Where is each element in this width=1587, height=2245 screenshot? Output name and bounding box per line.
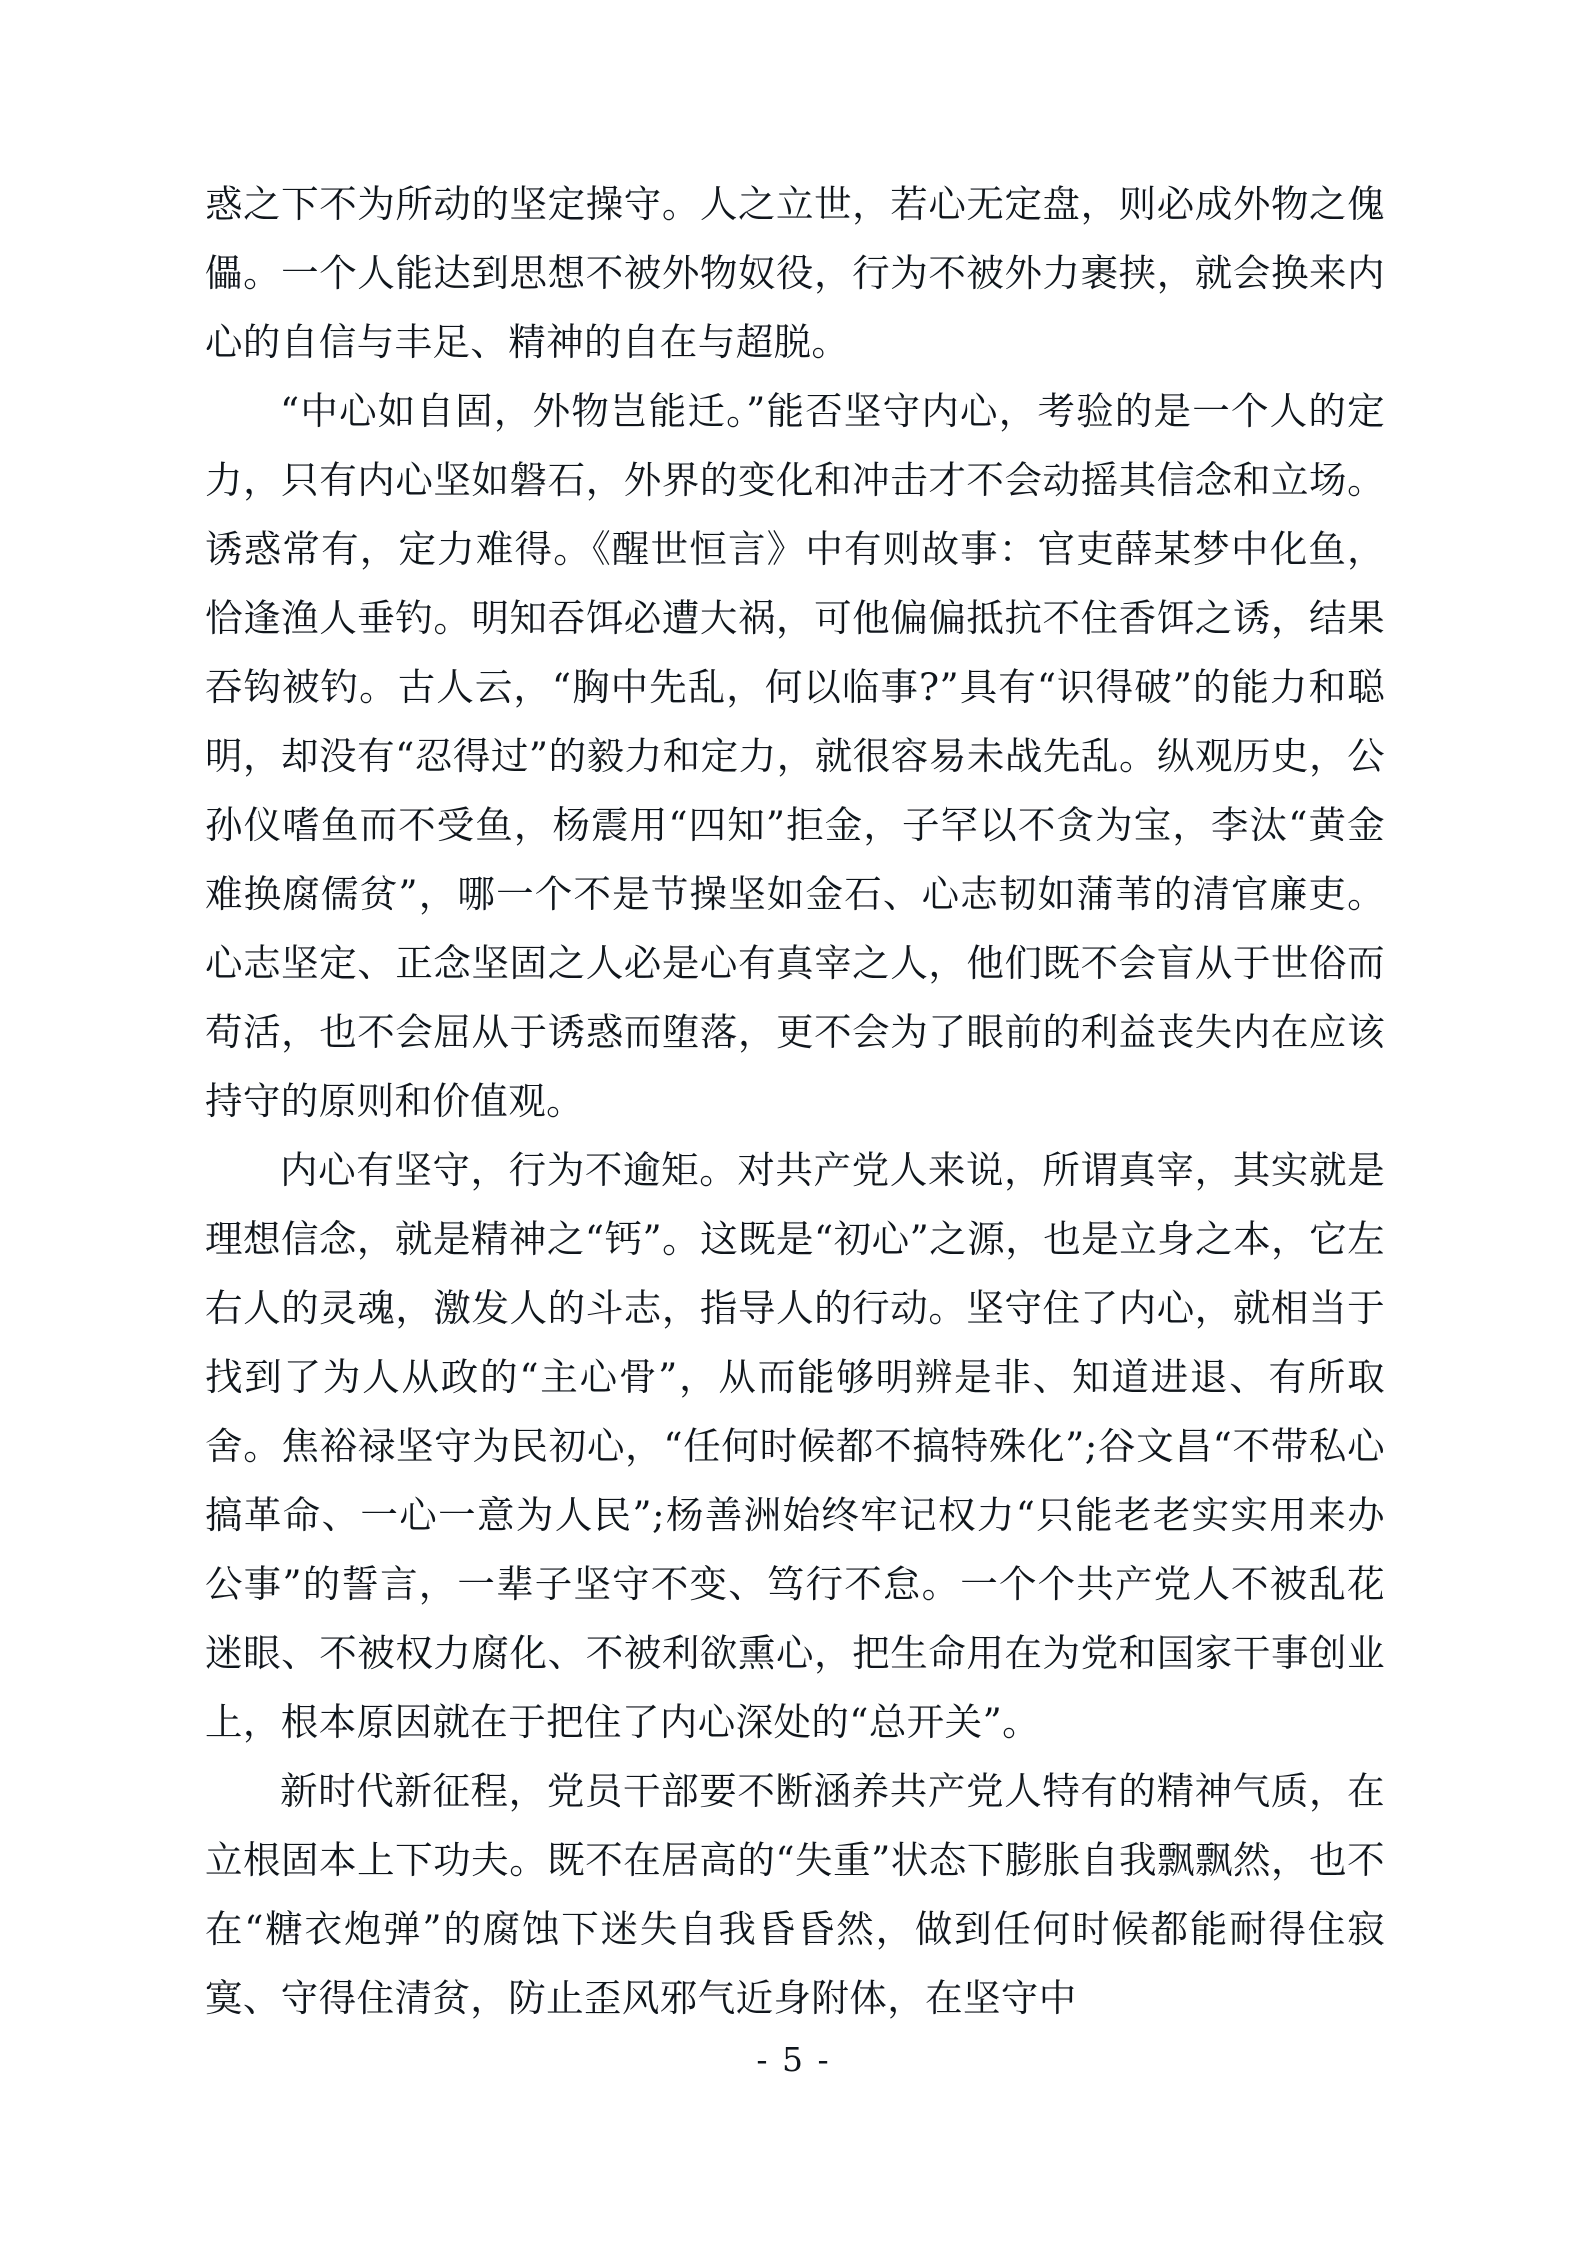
- page-number: - 5 -: [756, 2040, 831, 2079]
- body-paragraph: 新时代新征程，党员干部要不断涵养共产党人特有的精神气质，在立根固本上下功夫。既不在居高的“失重”状态下膨胀自我飘飘然，也不在“糖衣炮弹”的腐蚀下迷失自我昏昏然，做到任何时候都能耐得住寂寞、守得住清贫，防止歪风邪气近身附体，在坚守中: [205, 1769, 1385, 2020]
- body-paragraph: 内心有坚守，行为不逾矩。对共产党人来说，所谓真宰，其实就是理想信念，就是精神之“钙”。这既是“初心”之源，也是立身之本，它左右人的灵魂，激发人的斗志，指导人的行动。坚守住了内心，就相当于找到了为人从政的“主心骨”，从而能够明辨是非、知道进退、有所取舍。焦裕禄坚守为民初心，“任何时候都不搞特殊化”;谷文昌“不带私心搞革命、一心一意为人民”;杨善洲始终牢记权力“只能老老实实用来办公事”的誓言，一辈子坚守不变、笃行不怠。一个个共产党人不被乱花迷眼、不被权力腐化、不被利欲熏心，把生命用在为党和国家干事创业上，根本原因就在于把住了内心深处的“总开关”。: [205, 1148, 1385, 1744]
- body-paragraph: 惑之下不为所动的坚定操守。人之立世，若心无定盘，则必成外物之傀儡。一个人能达到思想不被外物奴役，行为不被外力裹挟，就会换来内心的自信与丰足、精神的自在与超脱。: [205, 182, 1385, 364]
- body-paragraph: “中心如自固，外物岂能迁。”能否坚守内心，考验的是一个人的定力，只有内心坚如磐石，外界的变化和冲击才不会动摇其信念和立场。诱惑常有，定力难得。《醒世恒言》中有则故事：官吏薛某梦中化鱼，恰逢渔人垂钓。明知吞饵必遭大祸，可他偏偏抵抗不住香饵之诱，结果吞钩被钓。古人云，“胸中先乱，何以临事?”具有“识得破”的能力和聪明，却没有“忍得过”的毅力和定力，就很容易未战先乱。纵观历史，公孙仪嗜鱼而不受鱼，杨震用“四知”拒金，子罕以不贪为宝，李汰“黄金难换腐儒贫”，哪一个不是节操坚如金石、心志韧如蒲苇的清官廉吏。心志坚定、正念坚固之人必是心有真宰之人，他们既不会盲从于世俗而苟活，也不会屈从于诱惑而堕落，更不会为了眼前的利益丧失内在应该持守的原则和价值观。: [205, 389, 1385, 1123]
- page-body: [205, 170, 1385, 2033]
